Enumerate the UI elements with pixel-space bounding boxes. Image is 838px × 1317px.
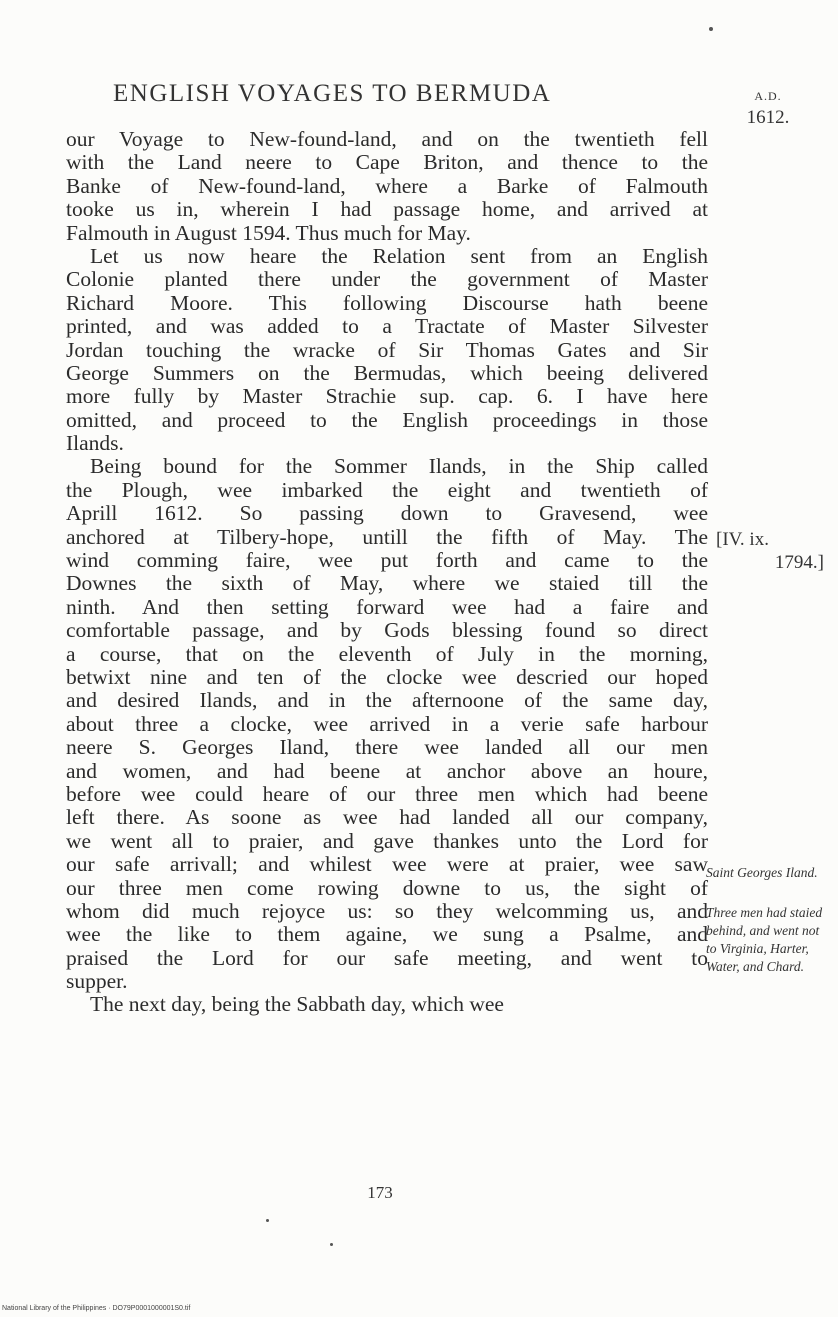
year-marginal-label [738, 85, 798, 129]
text-line: ninth. And then setting forward wee had a faire and [66, 594, 708, 619]
scan-speck [266, 1219, 269, 1222]
reference-page: 1794.] [774, 552, 824, 574]
text-line: whom did much rejoyce us: so they welcomming us, and [66, 898, 708, 923]
year-value: 1612. [746, 107, 790, 128]
text-line: comfortable passage, and by Gods blessing found so direct [66, 618, 708, 643]
text-line: Aprill 1612. So passing down to Gravesend, wee [66, 501, 708, 526]
text-line: tooke us in, wherein I had passage home, and arrived at [66, 197, 708, 222]
text-line: we went all to praier, and gave thankes unto the Lord for [66, 828, 708, 853]
text-line: Let us now heare the Relation sent from an English [90, 243, 708, 268]
text-line: a course, that on the eleventh of July in the morning, [66, 641, 708, 666]
text-line: Downes the sixth of May, where we staied till the [66, 571, 708, 596]
text-line: about three a clocke, wee arrived in a verie safe harbour [66, 711, 708, 736]
text-line: Jordan touching the wracke of Sir Thomas Gates and Sir [66, 337, 708, 362]
margin-note-saint-georges: Saint Georges Iland. [706, 865, 818, 880]
text-line: supper. [66, 969, 128, 994]
text-line: and desired Ilands, and in the afternoone of the same day, [66, 688, 708, 713]
text-line: omitted, and proceed to the English proceedings in those [66, 407, 708, 432]
text-line: Falmouth in August 1594. Thus much for May. [66, 220, 471, 245]
text-line: our three men come rowing downe to us, the sight of [66, 875, 708, 900]
text-line: wind comming faire, wee put forth and came to the [66, 548, 708, 573]
text-line: Ilands. [66, 431, 124, 456]
text-line: George Summers on the Bermudas, which beeing delivered [66, 360, 708, 385]
text-line: Being bound for the Sommer Ilands, in the Ship called [90, 454, 708, 479]
text-line: left there. As soone as wee had landed all our company, [66, 805, 708, 830]
scan-speck [709, 27, 713, 31]
era-label: A.D. [754, 89, 782, 103]
text-line: with the Land neere to Cape Briton, and thence to the [66, 150, 708, 175]
scan-speck [330, 1243, 333, 1246]
page-number: 173 [367, 1183, 393, 1202]
text-line: and women, and had beene at anchor above an houre, [66, 758, 708, 783]
margin-note-three-men: Three men had staied behind, and went not to Virginia, Harter, Water, and Chard. [706, 905, 823, 974]
text-line: wee the like to them againe, we sung a Psalme, and [66, 922, 708, 947]
text-line: Richard Moore. This following Discourse hath beene [66, 290, 708, 315]
text-line: The next day, being the Sabbath day, which wee [90, 992, 504, 1017]
text-line: printed, and was added to a Tractate of Master Silvester [66, 314, 708, 339]
running-title: ENGLISH VOYAGES TO BERMUDA [113, 80, 552, 107]
text-line: more fully by Master Strachie sup. cap. 6. I have here [66, 384, 708, 409]
scan-credit: National Library of the Philippines · DO79P0001000001S0.tif [2, 1305, 191, 1312]
body-text [66, 128, 708, 1017]
text-line: Banke of New-found-land, where a Barke of Falmouth [66, 173, 708, 198]
text-line: Colonie planted there under the government of Master [66, 267, 708, 292]
text-line: praised the Lord for our safe meeting, and went to [66, 945, 708, 970]
reference-volume: [IV. ix. [716, 529, 769, 550]
margin-reference [716, 528, 824, 575]
text-line: neere S. Georges Iland, there wee landed all our men [66, 735, 708, 760]
text-line: before wee could heare of our three men which had beene [66, 781, 708, 806]
text-line: the Plough, wee imbarked the eight and twentieth of [66, 477, 708, 502]
text-line: our safe arrivall; and whilest wee were at praier, wee saw [66, 852, 708, 877]
text-line: our Voyage to New-found-land, and on the twentieth fell [66, 127, 708, 151]
text-line: betwixt nine and ten of the clocke wee descried our hoped [66, 664, 708, 689]
text-line: anchored at Tilbery-hope, untill the fifth of May. The [66, 524, 708, 549]
